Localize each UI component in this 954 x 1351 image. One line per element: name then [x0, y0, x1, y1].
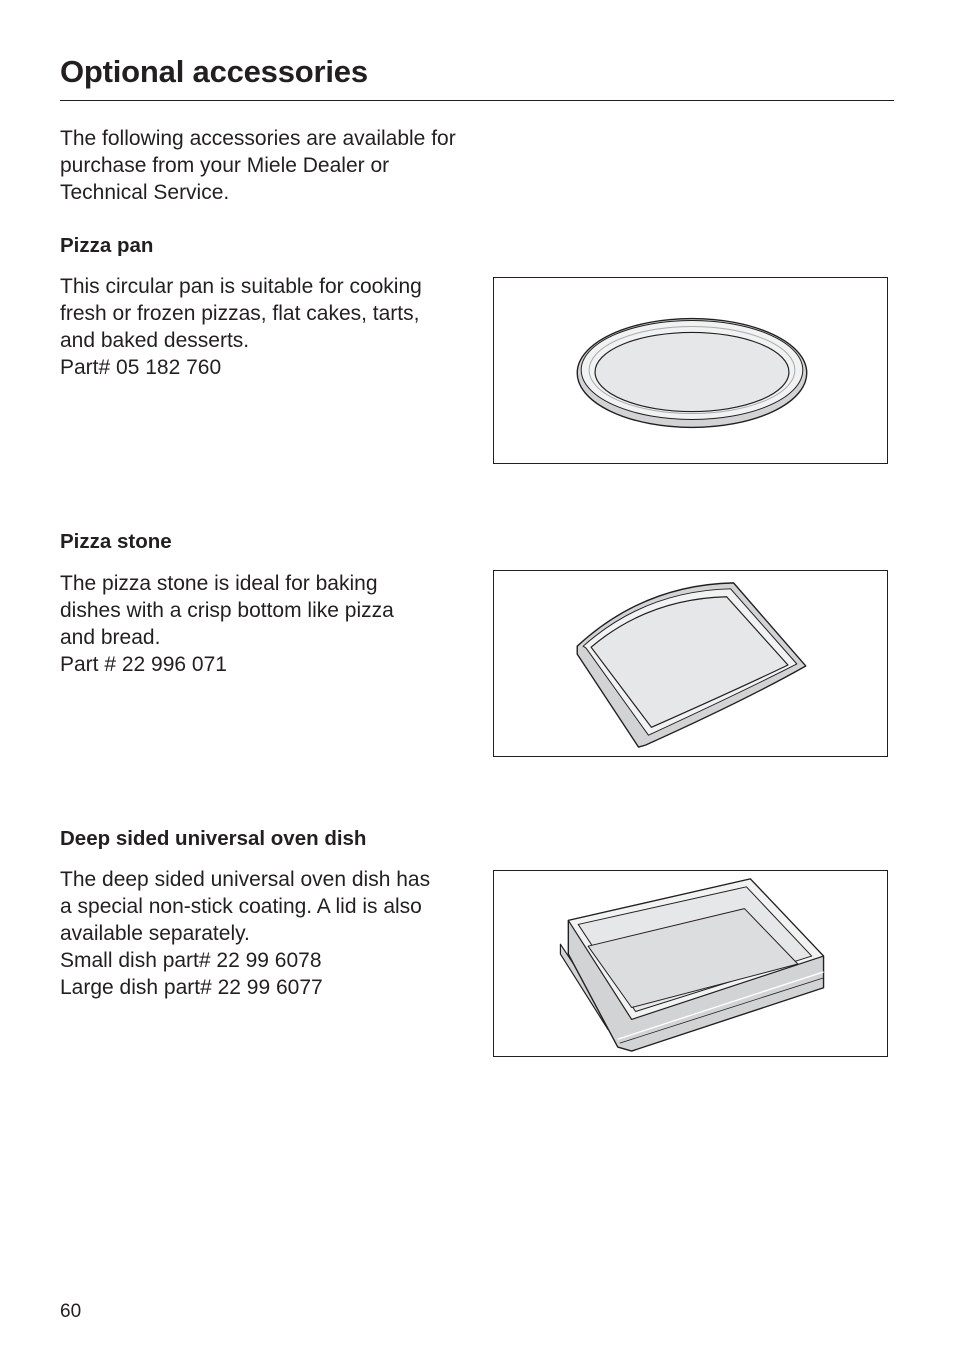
- section-text-pizza-pan: [60, 273, 480, 381]
- oven-dish-illustration: [494, 871, 887, 1056]
- section-heading-pizza-stone: Pizza stone: [60, 530, 172, 553]
- text-line: a special non-stick coating. A lid is also: [60, 895, 422, 918]
- text-line: and bread.: [60, 626, 161, 649]
- page-number: 60: [60, 1301, 82, 1322]
- pizza-stone-illustration: [494, 571, 887, 756]
- pizza-stone-figure: [493, 570, 888, 757]
- part-number-small: Small dish part# 22 99 6078: [60, 949, 322, 972]
- text-line: and baked desserts.: [60, 329, 250, 352]
- oven-dish-figure: [493, 870, 888, 1057]
- pizza-pan-figure: [493, 277, 888, 464]
- section-heading-pizza-pan: Pizza pan: [60, 234, 154, 257]
- part-number: Part # 22 996 071: [60, 653, 227, 676]
- text-line: dishes with a crisp bottom like pizza: [60, 599, 394, 622]
- pizza-pan-illustration: [494, 278, 887, 463]
- text-line: available separately.: [60, 922, 250, 945]
- section-text-pizza-stone: [60, 570, 480, 678]
- intro-paragraph: The following accessories are available for purchase from your Miele Dealer or Technical Service.: [60, 127, 456, 204]
- text-line: The pizza stone is ideal for baking: [60, 572, 378, 595]
- part-number-large: Large dish part# 22 99 6077: [60, 976, 323, 999]
- text-line: This circular pan is suitable for cooking: [60, 275, 422, 298]
- text-line: fresh or frozen pizzas, flat cakes, tarts,: [60, 302, 420, 325]
- section-heading-oven-dish: Deep sided universal oven dish: [60, 827, 367, 850]
- title-rule: [60, 100, 894, 101]
- section-text-oven-dish: [60, 866, 480, 1001]
- part-number: Part# 05 182 760: [60, 356, 222, 379]
- page-title: Optional accessories: [60, 54, 368, 89]
- text-line: The deep sided universal oven dish has: [60, 868, 431, 891]
